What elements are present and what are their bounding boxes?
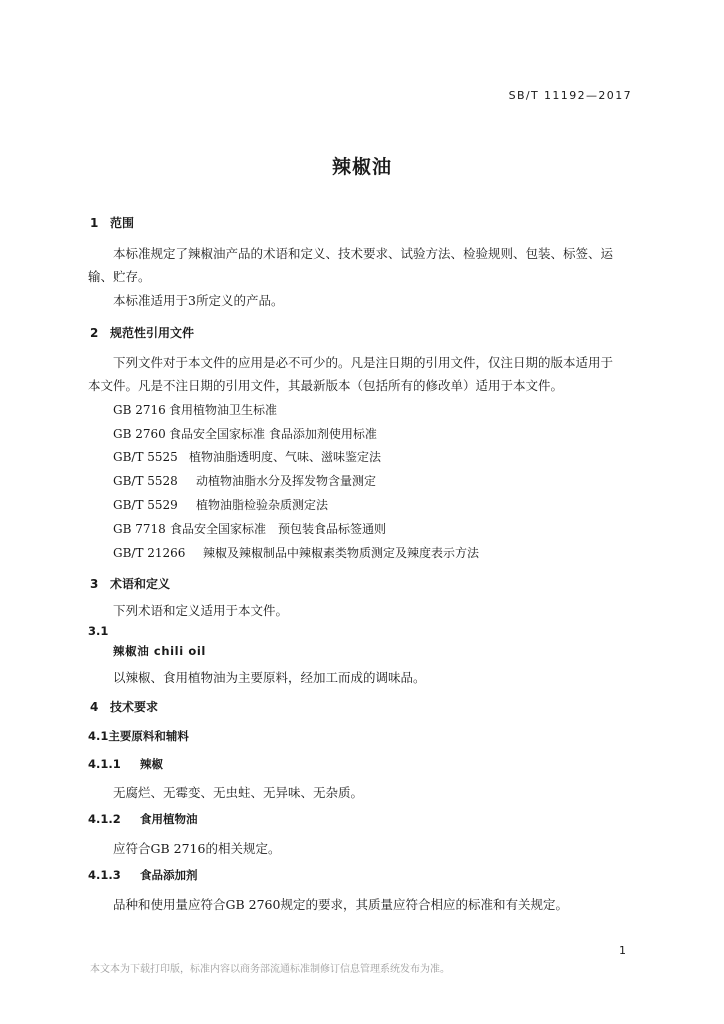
reference-item [113,425,377,442]
section-2-intro-line: 下列文件对于本文件的应用是必不可少的。凡是注日期的引用文件，仅注日期的版本适用于 [113,355,614,370]
reference-item [113,448,381,465]
term-name: 辣椒油 chili oil [113,644,206,658]
reference-title: 食品安全国家标准 预包装食品标签通则 [170,522,387,536]
subsection-heading [88,756,163,772]
reference-code: GB/T 5529 [113,498,178,512]
section-title: 范围 [110,216,135,230]
subsection-number: 4.1.3 [88,868,121,882]
standard-code: SB/T 11192—2017 [508,89,632,102]
subsection-number: 4.1.2 [88,812,121,826]
reference-code: GB 2760 [113,427,166,441]
section-1-paragraph: 本标准适用于3所定义的产品。 [113,293,284,308]
subsection-title: 辣椒 [140,757,163,771]
section-2-intro-line: 本文件。凡是不注日期的引用文件，其最新版本（包括所有的修改单）适用于本文件。 [88,378,564,393]
section-4-heading [90,698,158,715]
reference-item [113,496,328,513]
subsection-text: 应符合GB 2716的相关规定。 [113,841,281,856]
reference-title: 食用植物油卫生标准 [169,403,278,417]
subsection-title: 食用植物油 [140,812,198,826]
reference-title: 动植物油脂水分及挥发物含量测定 [196,474,377,488]
reference-title: 辣椒及辣椒制品中辣椒素类物质测定及辣度表示方法 [203,546,480,560]
reference-title: 植物油脂检验杂质测定法 [196,498,329,512]
subsection-number: 4.1.1 [88,757,121,771]
page-number: 1 [619,944,626,957]
section-2-heading [90,324,194,341]
section-1-paragraph-line: 本标准规定了辣椒油产品的术语和定义、技术要求、试验方法、检验规则、包装、标签、运 [113,246,614,261]
reference-code: GB 2716 [113,403,166,417]
section-number: 1 [90,216,99,230]
section-1-paragraph-line: 输、贮存。 [88,269,151,284]
section-number: 2 [90,326,99,340]
reference-title: 植物油脂透明度、气味、滋味鉴定法 [189,450,382,464]
term-number: 3.1 [88,624,109,638]
reference-item [113,544,479,561]
reference-item [113,401,277,418]
section-title: 规范性引用文件 [110,326,195,340]
subsection-heading [88,867,198,883]
section-title: 术语和定义 [110,577,171,591]
section-number: 3 [90,577,99,591]
reference-code: GB/T 5528 [113,474,178,488]
subsection-title: 食品添加剂 [140,868,198,882]
section-3-heading [90,575,170,592]
section-1-heading [90,214,134,231]
document-title: 辣椒油 [331,156,392,178]
reference-code: GB/T 21266 [113,546,186,560]
subsection-text: 品种和使用量应符合GB 2760规定的要求，其质量应符合相应的标准和有关规定。 [113,897,568,912]
term-definition: 以辣椒、食用植物油为主要原料，经加工而成的调味品。 [113,670,426,685]
subsection-heading [88,811,198,827]
reference-item [113,520,386,537]
section-number: 4 [90,700,99,714]
section-3-intro: 下列术语和定义适用于本文件。 [113,603,289,618]
subsection-text: 无腐烂、无霉变、无虫蛀、无异味、无杂质。 [113,785,364,800]
reference-code: GB/T 5525 [113,450,178,464]
subsection-4-1-heading: 4.1主要原料和辅料 [88,729,189,743]
reference-code: GB 7718 [113,522,166,536]
footer-note: 本文本为下载打印版，标准内容以商务部流通标准制修订信息管理系统发布为准。 [90,964,450,975]
reference-item [113,472,376,489]
reference-title: 食品安全国家标准 食品添加剂使用标准 [169,427,377,441]
section-title: 技术要求 [110,700,159,714]
